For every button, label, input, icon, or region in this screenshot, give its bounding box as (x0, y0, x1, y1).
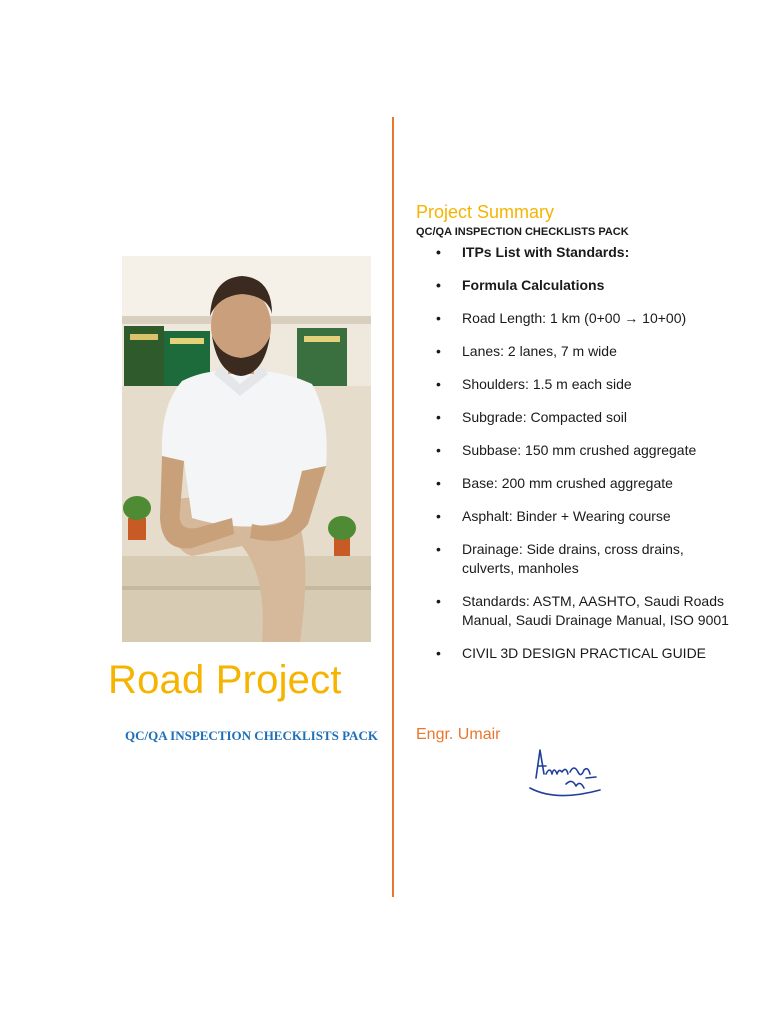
list-item (436, 507, 736, 526)
bullet-icon: • (436, 475, 441, 491)
list-item (436, 441, 736, 460)
list-item (436, 276, 736, 295)
cover-title: Road Project (108, 658, 342, 702)
bullet-icon: • (436, 244, 441, 260)
list-item (436, 342, 736, 361)
list-item (436, 474, 736, 493)
vertical-divider (392, 117, 394, 897)
bullet-icon: • (436, 593, 441, 609)
list-item-label: Standards: ASTM, AASHTO, Saudi Roads Manual, Saudi Drainage Manual, ISO 9001 (462, 593, 729, 628)
author-name: Engr. Umair (416, 726, 501, 743)
list-item-label: Subbase: 150 mm crushed aggregate (462, 442, 697, 458)
list-item (436, 592, 736, 630)
list-item-label: CIVIL 3D DESIGN PRACTICAL GUIDE (462, 645, 707, 661)
list-item-label: ITPs List with Standards: (462, 244, 630, 260)
bullet-icon: • (436, 442, 441, 458)
project-summary-subheading: QC/QA INSPECTION CHECKLISTS PACK (416, 226, 629, 238)
list-item (436, 540, 736, 578)
list-item-label: Drainage: Side drains, cross drains, culverts, manholes (462, 541, 684, 576)
bullet-icon: • (436, 343, 441, 359)
list-item (436, 375, 736, 394)
list-item-label: Shoulders: 1.5 m each side (462, 376, 632, 392)
cover-photo (122, 256, 371, 642)
list-item (436, 644, 736, 663)
list-item (436, 408, 736, 427)
list-item-label: Formula Calculations (462, 277, 605, 293)
cover-subtitle: QC/QA INSPECTION CHECKLISTS PACK (125, 728, 378, 743)
bullet-icon: • (436, 376, 441, 392)
list-item-label: Asphalt: Binder + Wearing course (462, 508, 671, 524)
project-summary-heading: Project Summary (416, 202, 555, 222)
bullet-icon: • (436, 310, 441, 326)
bullet-icon: • (436, 277, 441, 293)
bullet-icon: • (436, 645, 441, 661)
bullet-icon: • (436, 541, 441, 557)
list-item-label: Road Length: 1 km (0+00 → 10+00) (462, 310, 687, 326)
bullet-icon: • (436, 508, 441, 524)
project-summary-list (436, 243, 736, 677)
signature-image (526, 744, 606, 802)
list-item (436, 243, 736, 262)
bullet-icon: • (436, 409, 441, 425)
list-item-label: Lanes: 2 lanes, 7 m wide (462, 343, 617, 359)
list-item-label: Base: 200 mm crushed aggregate (462, 475, 673, 491)
list-item-label: Subgrade: Compacted soil (462, 409, 627, 425)
list-item (436, 309, 736, 328)
